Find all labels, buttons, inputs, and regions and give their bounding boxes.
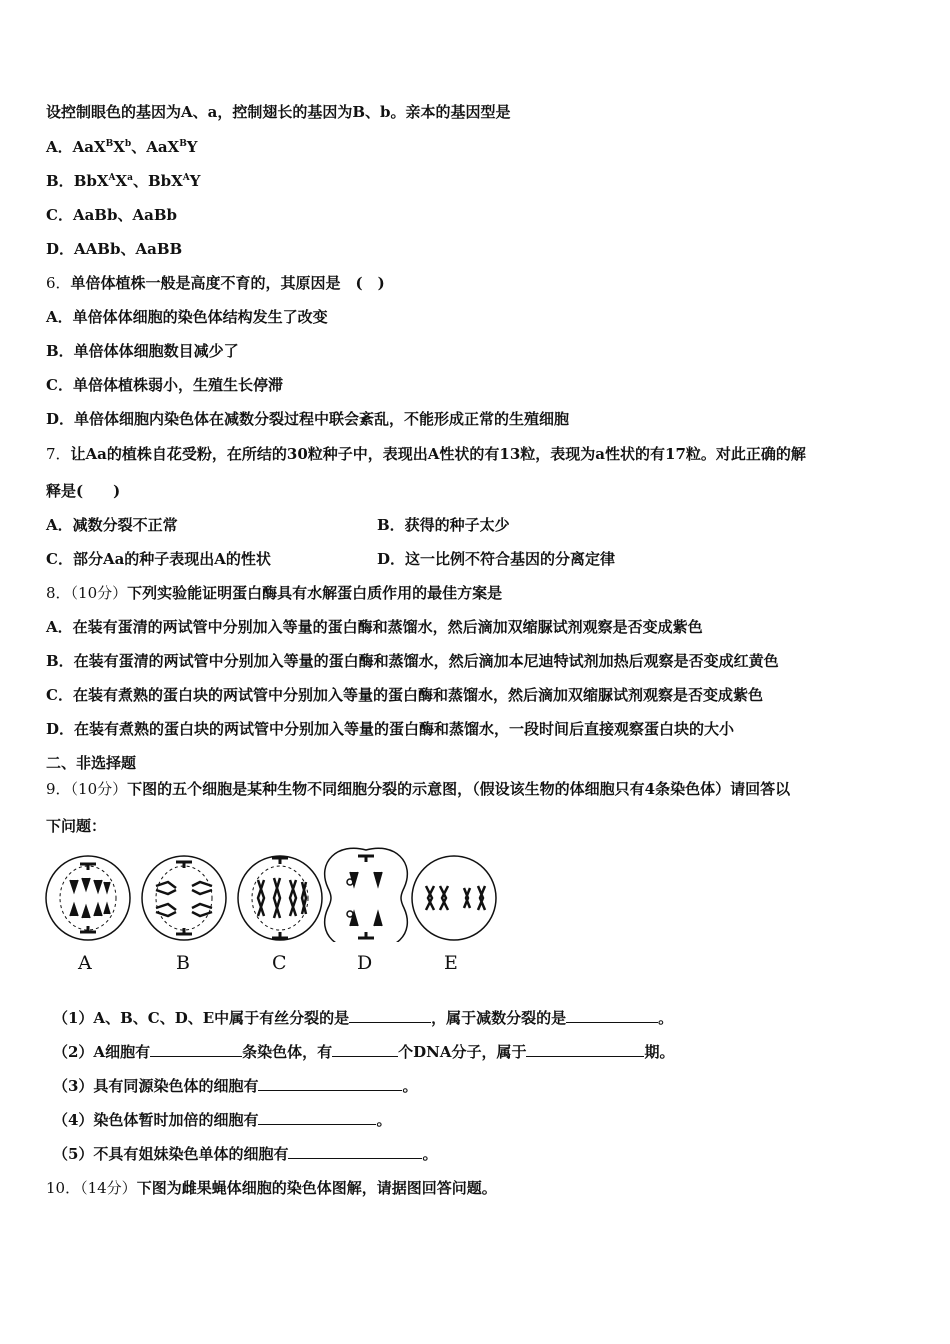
- cell-d-diagram: [325, 848, 408, 942]
- q9-sub-3: （3）具有同源染色体的细胞有 。: [53, 1077, 418, 1095]
- answer-blank[interactable]: [258, 1076, 402, 1091]
- q6-option-b: B．单倍体体细胞数目减少了: [46, 342, 239, 360]
- q5-option-b: B．$BbX^AX^a$、BbX$^A$Y: [46, 172, 201, 190]
- q9-stem-line2: 下问题：: [46, 817, 107, 835]
- q5-option-c: C．AaBb、AaBb: [46, 206, 178, 224]
- q9-sub-1: （1）A、B、C、D、E中属于有丝分裂的是 ，属于减数分裂的是 。: [53, 1009, 674, 1027]
- q6-option-d: D．单倍体细胞内染色体在减数分裂过程中联会紊乱，不能形成正常的生殖细胞: [46, 410, 570, 428]
- cell-label-c: C: [272, 952, 287, 974]
- q10-stem: 10．（14分）下图为雌果蝇体细胞的染色体图解，请据图回答问题。: [46, 1179, 497, 1197]
- q7-stem-line2: 释是( ): [46, 482, 121, 500]
- q6-option-a: A．单倍体体细胞的染色体结构发生了改变: [46, 308, 328, 326]
- q7-option-c: C．部分Aa的种子表现出A的性状: [46, 550, 271, 568]
- cell-diagrams: [44, 842, 504, 942]
- answer-blank[interactable]: [150, 1042, 242, 1057]
- q5-option-d: D．AABb、AaBB: [46, 240, 183, 258]
- q8-stem: 8．（10分）下列实验能证明蛋白酶具有水解蛋白质作用的最佳方案是: [46, 584, 503, 602]
- q9-sub-5: （5）不具有姐妹染色单体的细胞有 。: [53, 1145, 438, 1163]
- q8-option-b: B．在装有蛋清的两试管中分别加入等量的蛋白酶和蒸馏水，然后滴加本尼迪特试剂加热后观察是否变成红黄色: [46, 652, 779, 670]
- q9-stem-line1: 9．（10分）下图的五个细胞是某种生物不同细胞分裂的示意图，（假设该生物的体细胞只有4条染色体）请回答以: [46, 780, 791, 798]
- cell-b-diagram: [142, 856, 226, 940]
- section-heading: 二、非选择题: [46, 754, 137, 772]
- q7-stem-line1: 7．让Aa的植株自花受粉，在所结的30粒种子中，表现出A性状的有13粒，表现为a性状的有17粒。对此正确的解: [46, 445, 806, 463]
- q8-option-a: A．在装有蛋清的两试管中分别加入等量的蛋白酶和蒸馏水，然后滴加双缩脲试剂观察是否变成紫色: [46, 618, 703, 636]
- answer-blank[interactable]: [332, 1042, 398, 1057]
- cell-label-e: E: [444, 952, 458, 974]
- cell-division-figure: [44, 842, 504, 978]
- q9-sub-2: （2）A细胞有 条染色体，有 个DNA分子，属于 期。: [53, 1043, 675, 1061]
- answer-blank[interactable]: [288, 1144, 422, 1159]
- cell-c-diagram: [238, 856, 322, 940]
- cell-label-d: D: [357, 952, 373, 974]
- q7-option-b: B．获得的种子太少: [377, 516, 510, 534]
- answer-blank[interactable]: [526, 1042, 644, 1057]
- cell-e-diagram: [412, 856, 496, 940]
- q5-stem: 设控制眼色的基因为A、a，控制翅长的基因为B、b。亲本的基因型是: [46, 103, 511, 121]
- cell-a-diagram: [46, 856, 130, 940]
- cell-label-a: A: [78, 952, 92, 974]
- q7-option-a: A．减数分裂不正常: [46, 516, 178, 534]
- q9-sub-4: （4）染色体暂时加倍的细胞有 。: [53, 1111, 392, 1129]
- answer-blank[interactable]: [349, 1008, 431, 1023]
- answer-blank[interactable]: [566, 1008, 658, 1023]
- q8-option-d: D．在装有煮熟的蛋白块的两试管中分别加入等量的蛋白酶和蒸馏水，一段时间后直接观察蛋白块的大小: [46, 720, 735, 738]
- cell-label-b: B: [176, 952, 190, 974]
- answer-blank[interactable]: [258, 1110, 376, 1125]
- q6-stem: 6．单倍体植株一般是高度不育的，其原因是 ( ): [46, 274, 385, 292]
- q5-option-a: A．$AaX^BX^b$、AaX$^B$Y: [46, 138, 198, 156]
- q6-option-c: C．单倍体植株弱小，生殖生长停滞: [46, 376, 283, 394]
- q8-option-c: C．在装有煮熟的蛋白块的两试管中分别加入等量的蛋白酶和蒸馏水，然后滴加双缩脲试剂观察是否变成紫色: [46, 686, 763, 704]
- q7-option-d: D．这一比例不符合基因的分离定律: [377, 550, 616, 568]
